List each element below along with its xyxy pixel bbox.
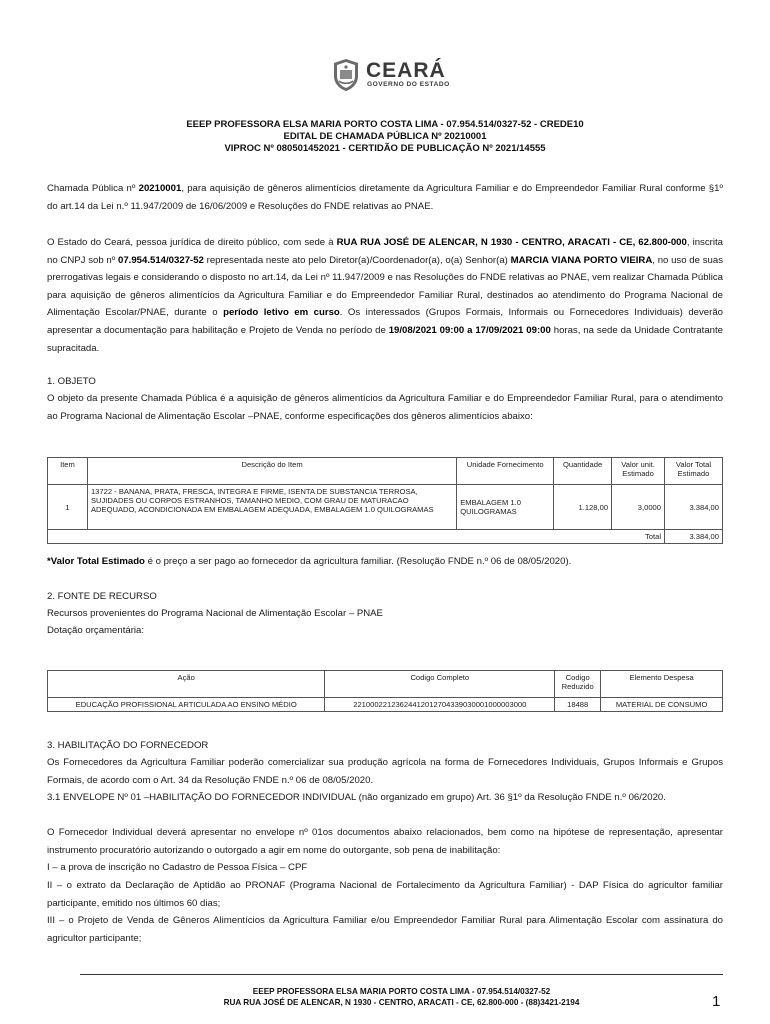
section-3-paragraph-1: Os Fornecedores da Agricultura Familiar poderão comercializar sua produção agrícola na forma de Fornecedores Individuais, Grupos Informais e Grupos Formais, de acordo com o Art. 34 da Resolução FNDE n.º 06 de 08/05/2020. [47, 757, 723, 786]
cell-valor-total: 3.384,00 [665, 485, 723, 530]
section-1-title: 1. OBJETO [47, 376, 96, 387]
cell-acao: EDUCAÇÃO PROFISSIONAL ARTICULADA AO ENSINO MÉDIO [48, 698, 325, 712]
section-3-item-i: I – a prova de inscrição no Cadastro de Pessoa Física – CPF [47, 862, 308, 873]
cell-quantidade: 1.128,00 [554, 485, 612, 530]
items-table-header [48, 458, 723, 485]
header-valor-total: Valor Total Estimado [665, 458, 723, 485]
valor-total-note: *Valor Total Estimado é o preço a ser pago ao fornecedor da agricultura familiar. (Resolução FNDE n.º 06 de 08/05/2020). [47, 556, 572, 567]
header-codigo-reduzido: Codigo Reduzido [555, 671, 601, 698]
section-3-paragraph-2: 3.1 ENVELOPE Nº 01 –HABILITAÇÃO DO FORNECEDOR INDIVIDUAL (não organizado em grupo) Art. 36 §1º da Resolução FNDE n.º 06/2020. [47, 792, 666, 803]
header-item: Item [48, 458, 88, 485]
page-number: 1 [712, 993, 721, 1010]
items-table-total-row [48, 530, 723, 544]
table-row [48, 698, 723, 712]
ceara-tagline: GOVERNO DO ESTADO [367, 81, 450, 88]
section-3-paragraph-3: O Fornecedor Individual deverá apresentar no envelope nº 01os documentos abaixo relacionados, bem como na hipótese de representação, apresentar instrumento procuratório autorizando o outorgado a agir em nome do outorgante, sob pena de inabilitação: [47, 827, 723, 856]
header-descricao: Descrição do Item [87, 458, 456, 485]
cell-descricao: 13722 - BANANA, PRATA, FRESCA, INTEGRA E FIRME, ISENTA DE SUBSTANCIA TERROSA, SUJIDADES OU CORPOS ESTRANHOS, TAMANHO MEDIO, COM GRAU DE MATURACAO ADEQUADO, ACONDICIONADA EM EMBALAGEM ADEQUADA, EMBALAGEM 1.0 QUILOGRAMAS [87, 485, 456, 530]
section-2-line-1: Recursos provenientes do Programa Nacional de Alimentação Escolar – PNAE [47, 608, 383, 619]
items-table [47, 457, 723, 544]
cell-codigo-completo: 22100022123624412012704339030001000003000 [325, 698, 555, 712]
footer-line-1: EEEP PROFESSORA ELSA MARIA PORTO COSTA LIMA - 07.954.514/0327-52 [252, 987, 551, 996]
footer-line-2: RUA RUA JOSÉ DE ALENCAR, N 1930 - CENTRO, ARACATI - CE, 62.800-000 - (88)3421-2194 [223, 998, 580, 1007]
header-line-3: VIPROC Nº 080501452021 - CERTIDÃO DE PUBLICAÇÃO Nº 2021/14555 [224, 143, 546, 154]
budget-table-header [48, 671, 723, 698]
section-1-text: O objeto da presente Chamada Pública é a aquisição de gêneros alimentícios da Agricultura Familiar e do Empreendedor Familiar Rural, para o atendimento ao Programa Nacional de Alimentação Escolar –PNAE, conforme especificações dos gêneros alimentícios abaixo: [47, 393, 723, 422]
header-acao: Ação [48, 671, 325, 698]
cell-codigo-reduzido: 18488 [555, 698, 601, 712]
section-2-title: 2. FONTE DE RECURSO [47, 591, 157, 602]
cell-elemento: MATERIAL DE CONSUMO [601, 698, 723, 712]
cell-item: 1 [48, 485, 88, 530]
section-3-item-ii: II – o extrato da Declaração de Aptidão ao PRONAF (Programa Nacional de Fortalecimento da Agricultura Familiar) - DAP Física do agricultor familiar participante, emitido nos últimos 60 dias; [47, 880, 723, 909]
header-quantidade: Quantidade [554, 458, 612, 485]
header-unidade: Unidade Fornecimento [457, 458, 554, 485]
cell-unidade: EMBALAGEM 1.0 QUILOGRAMAS [457, 485, 554, 530]
header-codigo-completo: Codigo Completo [325, 671, 555, 698]
section-2-line-2: Dotação orçamentária: [47, 625, 145, 636]
header-elemento-despesa: Elemento Despesa [601, 671, 723, 698]
ceara-wordmark: CEARÁ [366, 59, 446, 82]
section-3-title: 3. HABILITAÇÃO DO FORNECEDOR [47, 740, 209, 751]
ceara-logo [330, 58, 460, 92]
table-row [48, 485, 723, 530]
header-line-1: EEEP PROFESSORA ELSA MARIA PORTO COSTA LIMA - 07.954.514/0327-52 - CREDE10 [186, 119, 584, 130]
total-label: Total [48, 530, 665, 544]
header-line-2: EDITAL DE CHAMADA PÚBLICA Nº 20210001 [283, 131, 487, 142]
header-valor-unit: Valor unit. Estimado [612, 458, 665, 485]
section-3-item-iii: III – o Projeto de Venda de Gêneros Alimentícios da Agricultura Familiar e/ou Empreendedor Familiar Rural para Alimentação Escolar com assinatura do agricultor participante; [47, 915, 723, 944]
footer-divider [80, 974, 723, 975]
total-value: 3.384,00 [665, 530, 723, 544]
intro-paragraph-1: Chamada Pública nº 20210001, para aquisição de gêneros alimentícios diretamente da Agricultura Familiar e do Empreendedor Familiar Rural conforme §1º do art.14 da Lei n.º 11.947/2009 de 16/06/2009 e Resoluções do FNDE relativas ao PNAE. [47, 183, 723, 212]
intro-paragraph-2: O Estado do Ceará, pessoa jurídica de direito público, com sede à RUA RUA JOSÉ DE ALENCAR, N 1930 - CENTRO, ARACATI - CE, 62.800-000, inscrita no CNPJ sob nº 07.954.514/0327-52 representada neste ato pelo Diretor(a)/Coordenador(a), o(a) Senhor(a) MARCIA VIANA PORTO VIEIRA, no uso de suas prerrogativas legais e considerando o disposto no art.14, da Lei nº 11.947/2009 e nas Resoluções do FNDE relativas ao PNAE, vem realizar Chamada Pública para aquisição de gêneros alimentícios da Agricultura Familiar e do Empreendedor Familiar Rural, destinados ao atendimento do Programa Nacional de Alimentação Escolar/PNAE, durante o período letivo em curso. Os interessados (Grupos Formais, Informais ou Fornecedores Individuais) deverão apresentar a documentação para habilitação e Projeto de Venda no período de 19/08/2021 09:00 a 17/09/2021 09:00 horas, na sede da Unidade Contratante supracitada. [47, 237, 723, 354]
cell-valor-unit: 3,0000 [612, 485, 665, 530]
budget-table [47, 670, 723, 712]
state-seal-icon [330, 58, 362, 92]
